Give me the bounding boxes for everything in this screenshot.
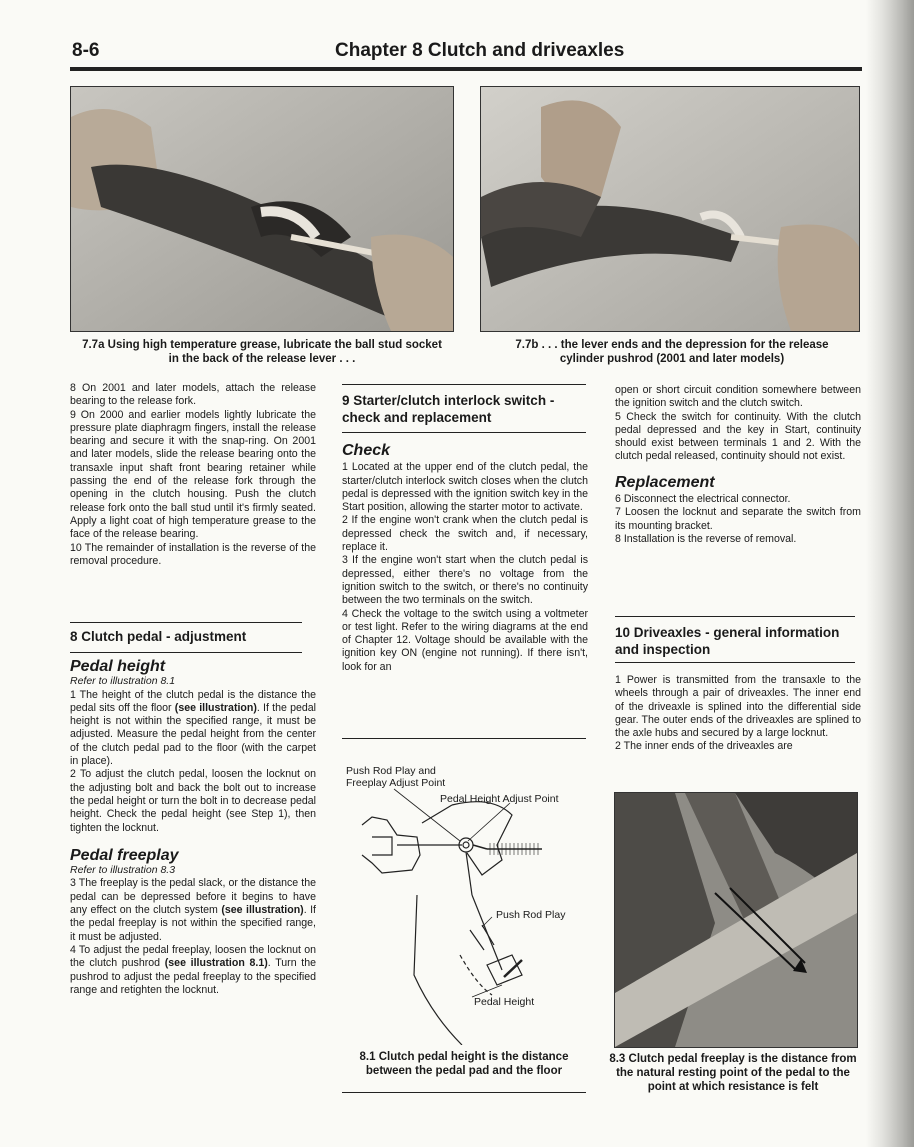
section-rule bbox=[342, 738, 586, 739]
paragraph: 3 The freeplay is the pedal slack, or the distance the pedal can be depressed before it begins to have any effect on the clutch system (see illustration). If the pedal freeplay is not within the specified range, it must be adjusted. bbox=[70, 877, 316, 943]
driveaxles-block bbox=[615, 674, 861, 754]
chapter-title: Chapter 8 Clutch and driveaxles bbox=[335, 40, 625, 61]
photo-7-7a bbox=[70, 86, 454, 332]
column-2 bbox=[342, 444, 588, 674]
paragraph: 2 If the engine won't crank when the clutch pedal is depressed check the switch and, if necessary, replace it. bbox=[342, 514, 588, 554]
paragraph: 4 To adjust the pedal freeplay, loosen the locknut on the clutch pushrod (see illustration 8.1). Turn the pushrod to adjust the pedal freeplay to the specified range and retighten the locknut. bbox=[70, 943, 316, 996]
caption-8-1: 8.1 Clutch pedal height is the distance between the pedal pad and the floor bbox=[359, 1051, 569, 1077]
paragraph: 1 Power is transmitted from the transaxle to the wheels through a pair of driveaxles. The inner end of the driveaxle is splined into the differential side gear. The outer ends of the driveaxles are splined to the axle hubs and secured by a large locknut. bbox=[615, 674, 861, 740]
photo-8-3 bbox=[614, 792, 858, 1048]
label-push-rod-play: Push Rod Play bbox=[496, 909, 566, 921]
paragraph: 2 The inner ends of the driveaxles are bbox=[615, 740, 793, 753]
section-rule bbox=[342, 1092, 586, 1093]
refer-illustration: Refer to illustration 8.3 bbox=[70, 864, 176, 877]
subheading-pedal-freeplay: Pedal freeplay bbox=[70, 846, 179, 864]
section-rule bbox=[342, 384, 586, 385]
section-9-title: 9 Starter/clutch interlock switch - check and replacement bbox=[342, 393, 555, 425]
refer-illustration: Refer to illustration 8.1 bbox=[70, 675, 176, 688]
caption-7-7b: 7.7b . . . the lever ends and the depression for the release cylinder pushrod (2001 and later models) bbox=[515, 339, 829, 365]
page-number: 8-6 bbox=[72, 40, 100, 61]
section-rule bbox=[342, 432, 586, 433]
paragraph: 5 Check the switch for continuity. With the clutch pedal depressed and the key in Start, continuity should exist between terminals 1 and 2. With the clutch pedal released, continuity should not exist. bbox=[615, 410, 861, 463]
paragraph: 8 Installation is the reverse of removal. bbox=[615, 532, 797, 545]
paragraph: open or short circuit condition somewhere between the ignition switch and the clutch switch. bbox=[615, 384, 861, 410]
caption-7-7a: 7.7a Using high temperature grease, lubricate the ball stud socket in the back of the release lever . . . bbox=[82, 339, 442, 365]
paragraph: 1 Located at the upper end of the clutch pedal, the starter/clutch interlock switch closes when the clutch pedal is depressed with the ignition switch key in the Start position, allowing the starter motor to activate. bbox=[342, 461, 588, 514]
paragraph: 10 The remainder of installation is the reverse of the removal procedure. bbox=[70, 541, 316, 567]
column-3 bbox=[615, 384, 861, 546]
pedal-height-block bbox=[70, 660, 316, 997]
photo-7-7b bbox=[480, 86, 860, 332]
section-10-title: 10 Driveaxles - general information and inspection bbox=[615, 625, 840, 657]
header-rule bbox=[70, 67, 862, 71]
label-pedal-height: Pedal Height bbox=[474, 996, 535, 1008]
label-pedal-height-adjust: Pedal Height Adjust Point bbox=[440, 793, 559, 805]
paragraph: 9 On 2000 and earlier models lightly lubricate the pressure plate diaphragm fingers, install the release bearing and secure it with the snap-ring. On 2001 and later models, slide the release bearing onto the transaxle input shaft front bearing retainer while passing the end of the release fork through the opening in the clutch housing. Push the clutch release fork onto the ball stud until it's firmly seated. Apply a light coat of high temperature grease to the face of the release bearing. bbox=[70, 408, 316, 541]
paragraph: 1 The height of the clutch pedal is the distance the pedal sits off the floor (see illustration). If the pedal height is not within the specified range, it must be adjusted. Measure the pedal height from the center of the clutch pedal pad to the floor (with the carpet in place). bbox=[70, 688, 316, 768]
label-push-rod-freeplay: Push Rod Play and Freeplay Adjust Point bbox=[346, 765, 446, 789]
paragraph: 7 Loosen the locknut and separate the switch from its mounting bracket. bbox=[615, 506, 861, 532]
subheading-replacement: Replacement bbox=[615, 473, 715, 491]
paragraph: 4 Check the voltage to the switch using a voltmeter or test light. Refer to the wiring diagrams at the end of Chapter 12. Voltage should be available with the ignition key ON (engine not running). If there isn't, look for an bbox=[342, 607, 588, 673]
paragraph: 2 To adjust the clutch pedal, loosen the locknut on the adjusting bolt and back the bolt out to increase the pedal height or turn the bolt in to decrease pedal height. Check the pedal height (see Step 1), then tighten the locknut. bbox=[70, 768, 316, 834]
section-rule bbox=[615, 616, 855, 617]
caption-8-3: 8.3 Clutch pedal freeplay is the distance from the natural resting point of the pedal to the point at which resistance is felt bbox=[609, 1053, 857, 1093]
subheading-pedal-height: Pedal height bbox=[70, 658, 166, 675]
subheading-check: Check bbox=[342, 442, 391, 459]
paragraph: 6 Disconnect the electrical connector. bbox=[615, 493, 791, 506]
section-rule bbox=[70, 622, 302, 623]
diagram-8-1 bbox=[342, 745, 588, 1045]
page-spine-shadow bbox=[866, 0, 914, 1147]
section-rule bbox=[70, 652, 302, 653]
paragraph: 3 If the engine won't start when the clutch pedal is depressed, either there's no voltage from the ignition switch to the switch, or there's no continuity between the two terminals on the switch. bbox=[342, 554, 588, 607]
section-8-title: 8 Clutch pedal - adjustment bbox=[70, 629, 247, 644]
paragraph: 8 On 2001 and later models, attach the release bearing to the release fork. bbox=[70, 382, 316, 408]
section-rule bbox=[615, 662, 855, 663]
column-1 bbox=[70, 382, 316, 568]
